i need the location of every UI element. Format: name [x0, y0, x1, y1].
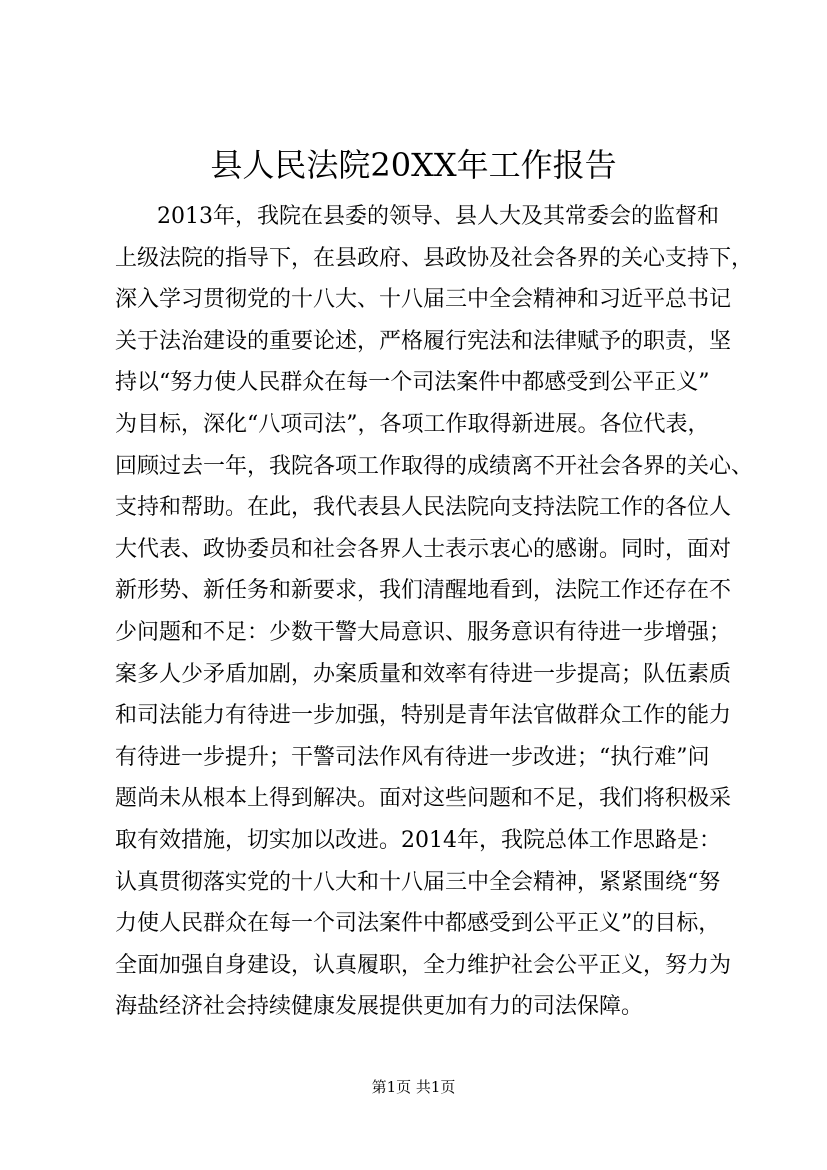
body-line: 全面加强自身建设，认真履职，全力维护社会公平正义，努力为 [115, 952, 732, 978]
body-line: 和司法能力有待进一步加强，特别是青年法官做群众工作的能力 [115, 703, 732, 729]
body-line: 大代表、政协委员和社会各界人士表示衷心的感谢。同时，面对 [115, 536, 732, 562]
body-line: 新形势、新任务和新要求，我们清醒地看到，法院工作还存在不 [115, 578, 732, 604]
body-line: 案多人少矛盾加剧，办案质量和效率有待进一步提高；队伍素质 [115, 661, 732, 687]
body-line: 取有效措施，切实加以改进。2014年，我院总体工作思路是： [115, 827, 721, 853]
body-line: 有待进一步提升；干警司法作风有待进一步改进；“执行难”问 [115, 744, 710, 770]
body-line: 关于法治建设的重要论述，严格履行宪法和法律赋予的职责，坚 [115, 328, 732, 354]
body-line: 回顾过去一年，我院各项工作取得的成绩离不开社会各界的关心、 [115, 453, 754, 479]
body-line: 上级法院的指导下，在县政府、县政协及社会各界的关心支持下， [115, 245, 754, 271]
report-body [115, 196, 755, 1028]
body-line: 持以“努力使人民群众在每一个司法案件中都感受到公平正义” [115, 370, 710, 396]
body-line: 深入学习贯彻党的十八大、十八届三中全会精神和习近平总书记 [115, 287, 732, 313]
body-line: 少问题和不足：少数干警大局意识、服务意识有待进一步增强； [115, 619, 732, 645]
body-line: 支持和帮助。在此，我代表县人民法院向支持法院工作的各位人 [115, 495, 732, 521]
body-line: 海盐经济社会持续健康发展提供更加有力的司法保障。 [115, 994, 644, 1020]
page-number-footer: 第1页 共1页 [371, 1078, 456, 1096]
body-line: 力使人民群众在每一个司法案件中都感受到公平正义”的目标， [115, 911, 721, 937]
body-line: 认真贯彻落实党的十八大和十八届三中全会精神，紧紧围绕“努 [115, 869, 721, 895]
body-line: 题尚未从根本上得到解决。面对这些问题和不足，我们将积极采 [115, 786, 732, 812]
body-line: 为目标，深化“八项司法”，各项工作取得新进展。各位代表， [115, 411, 710, 437]
document-title: 县人民法院20XX年工作报告 [210, 146, 617, 184]
body-line: 2013年，我院在县委的领导、县人大及其常委会的监督和 [157, 204, 719, 229]
